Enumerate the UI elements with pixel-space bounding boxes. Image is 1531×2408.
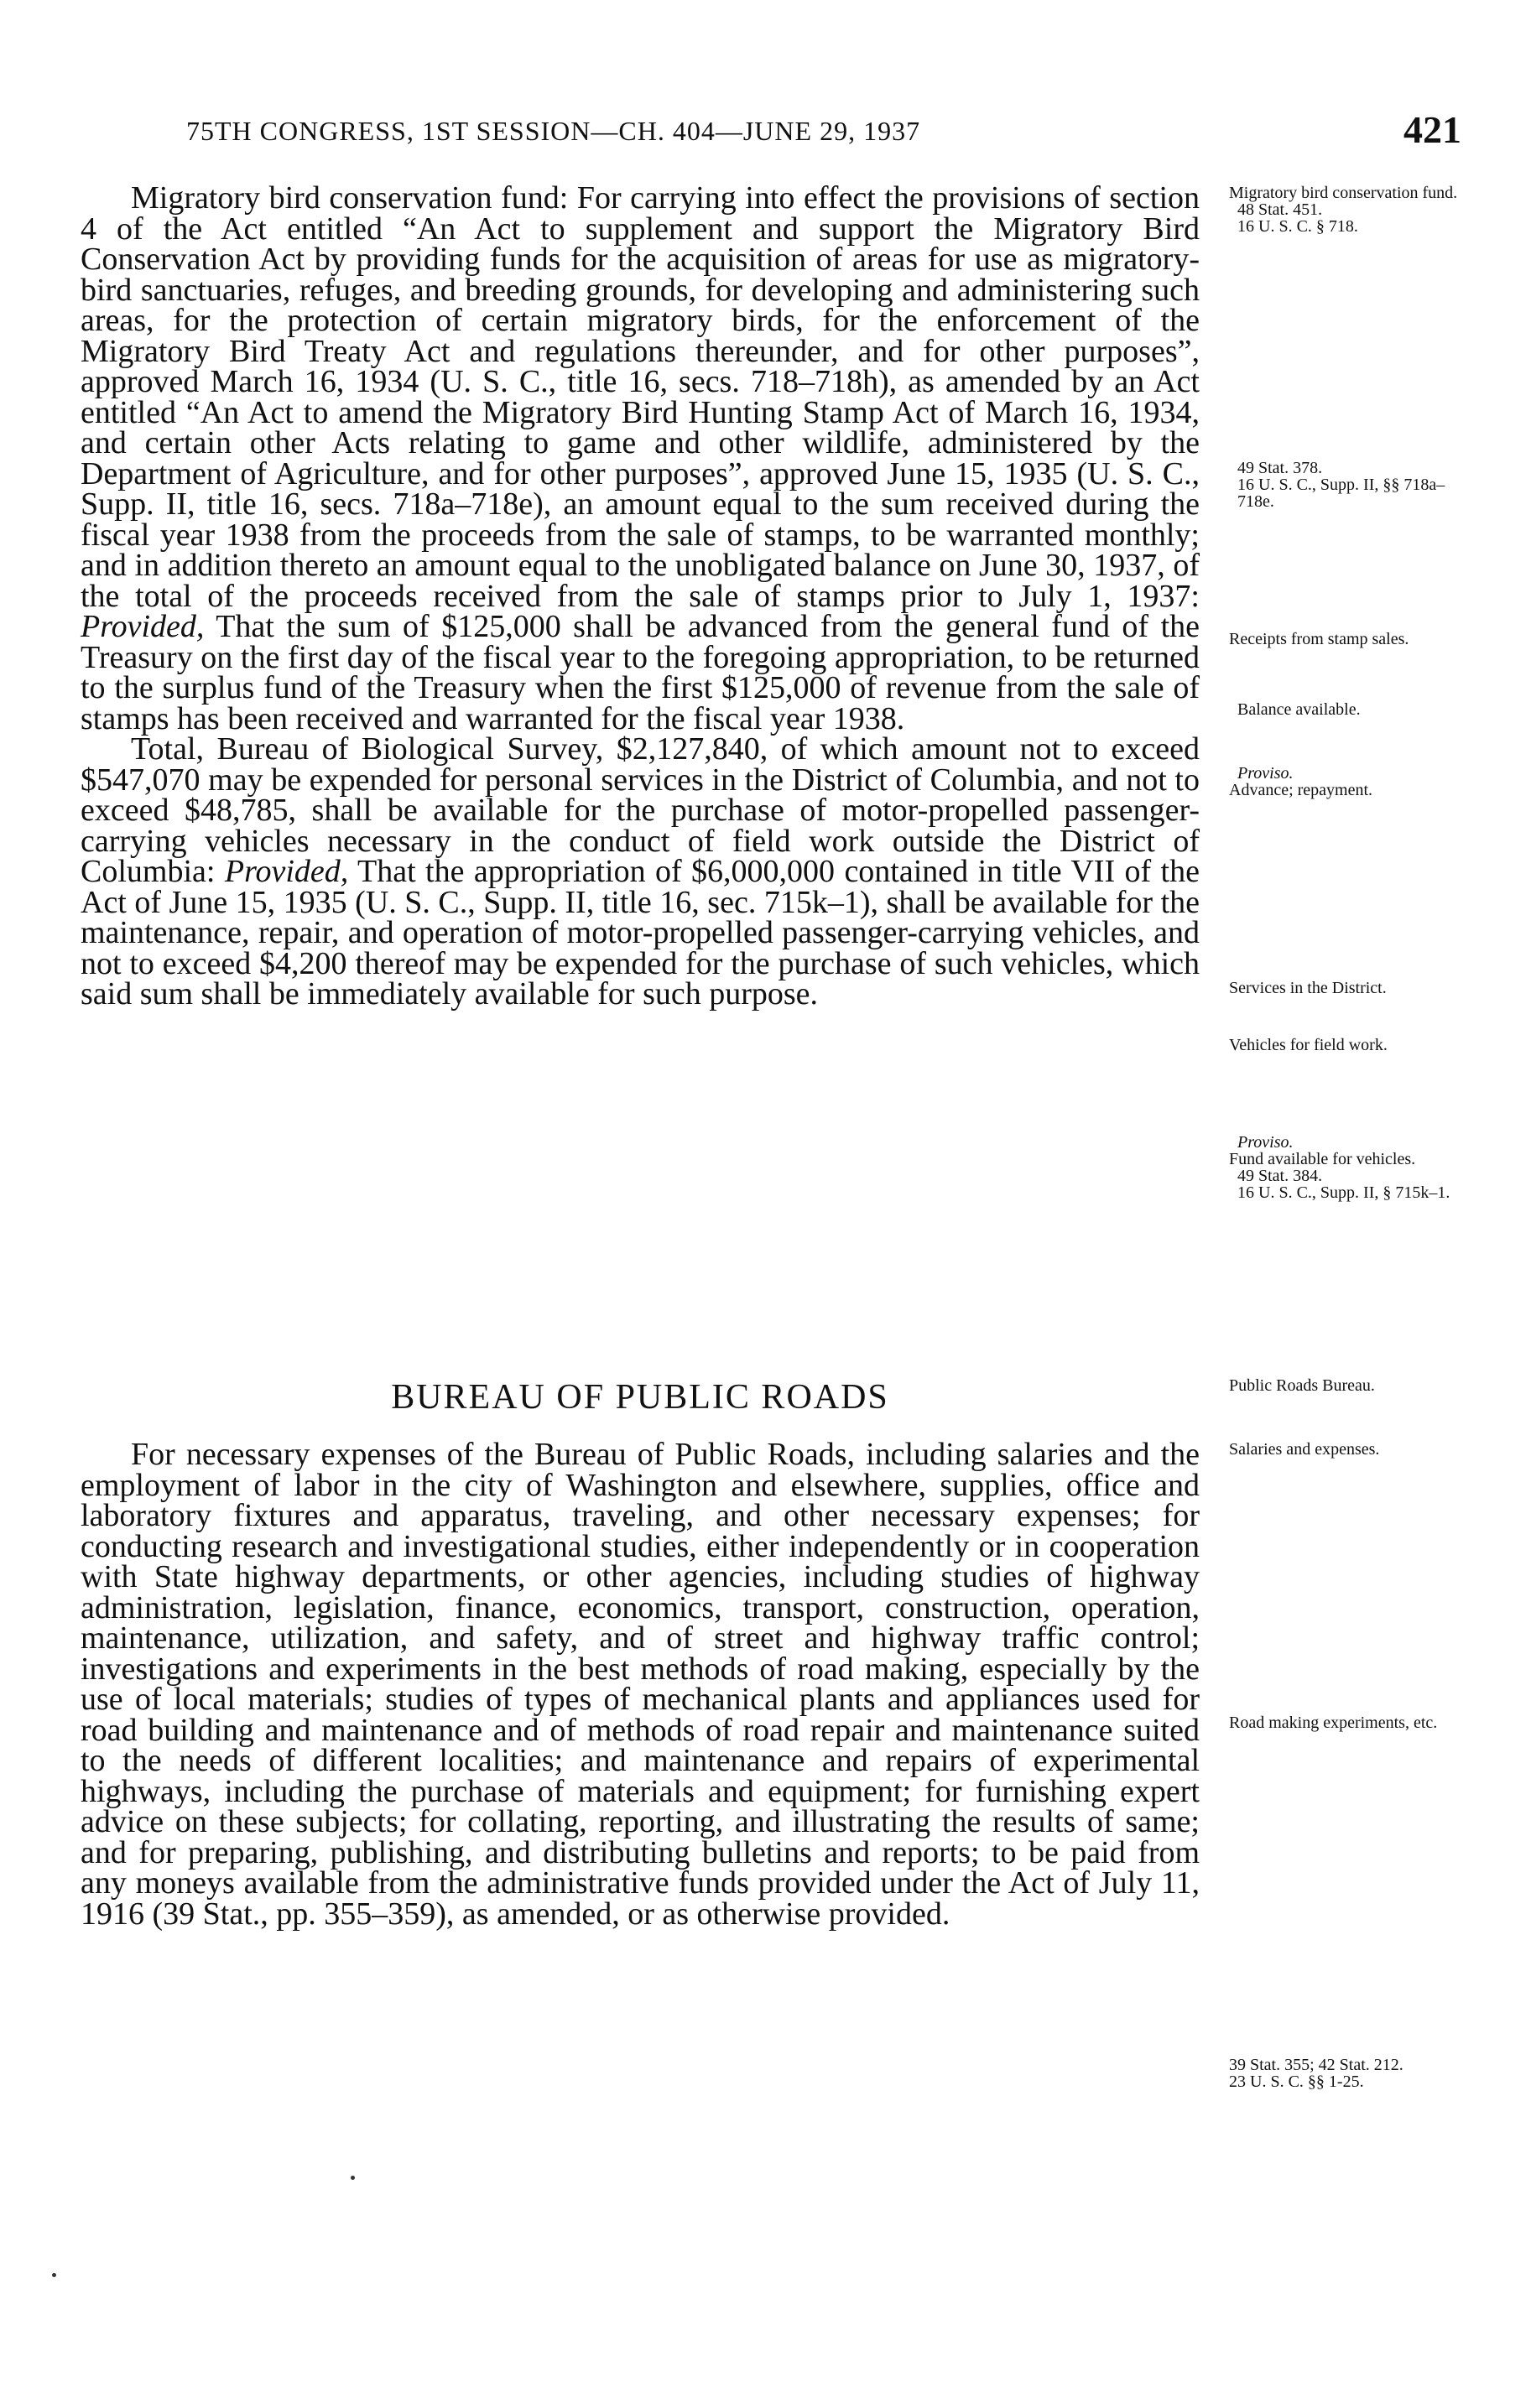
proviso-italic: Provided, <box>224 854 349 889</box>
margin-note-line: Proviso. <box>1237 1133 1294 1152</box>
body-text-section-1 <box>81 180 1200 1012</box>
paragraph-migratory-bird-fund <box>81 180 1200 736</box>
margin-note-line: Balance available. <box>1237 700 1361 719</box>
paragraph-public-roads: For necessary expenses of the Bureau of Public Roads, including salaries and the employment of labor in the city of Washington and elsewhere, supplies, office and laboratory fixtures and apparatus, traveling, and other necessary expenses; for conducting research and investigational studies, either independently or in cooperation with State highway departments, or other agencies, including studies of highway administration, legislation, finance, economics, transport, construction, operation, maintenance, utilization, and safety, and of street and highway traffic control; investigations and experiments in the best methods of road making, especially by the use of local materials; studies of types of mechanical plants and appliances used for road building and maintenance and of methods of road repair and maintenance suited to the needs of different localities; and maintenance and repairs of experimental highways, including the purchase of materials and equipment; for furnishing expert advice on these subjects; for collating, reporting, and illustrating the results of same; and for preparing, publishing, and distributing bulletins and reports; to be paid from any moneys available from the administrative funds provided under the Act of July 11, 1916 (39 Stat., pp. 355–359), as amended, or as otherwise provided. <box>81 1437 1200 1932</box>
margin-note-line: 49 Stat. 384. <box>1237 1167 1323 1185</box>
margin-note <box>1229 185 1464 235</box>
margin-note-line: Vehicles for field work. <box>1229 1036 1388 1054</box>
margin-note <box>1229 1714 1464 1731</box>
margin-note-line: Public Roads Bureau. <box>1229 1376 1375 1395</box>
margin-note-line: 16 U. S. C. § 718. <box>1237 217 1358 236</box>
paragraph-total-biological-survey <box>81 731 1200 1012</box>
margin-note <box>1229 1377 1464 1394</box>
margin-note-line: 16 U. S. C., Supp. II, § 715k–1. <box>1237 1183 1450 1202</box>
margin-note <box>1229 2057 1464 2090</box>
margin-note-line: 39 Stat. 355; 42 Stat. 212. <box>1229 2056 1403 2074</box>
page-header <box>186 107 1461 158</box>
paragraph-text: That the sum of $125,000 shall be advanced from the general fund of the Treasury on the first day of the fiscal year to the foregoing appropriation, to be returned to the surplus fund of the Treasury when the first $125,000 of revenue from the sale of stamps has been received and warranted for the fiscal year 1938. <box>81 609 1200 736</box>
margin-note <box>1229 1037 1464 1053</box>
paragraph-text: Total, Bureau of Biological Survey, $2,127,840, of which amount not to exceed $547,070 may be expended for personal services in the District of Columbia, and not to exceed $48,785, shall be available for the purchase of motor-propelled passenger-carrying vehicles necessary in the conduct of field work outside the District of Columbia: <box>81 731 1200 889</box>
margin-note-line: 16 U. S. C., Supp. II, §§ 718a–718e. <box>1237 476 1445 511</box>
margin-note-line: Advance; repayment. <box>1229 781 1373 799</box>
page-number: 421 <box>1403 108 1461 151</box>
margin-note <box>1229 460 1464 510</box>
margin-note-line: Fund available for vehicles. <box>1229 1150 1416 1168</box>
margin-note-line: Salaries and expenses. <box>1229 1440 1380 1459</box>
proviso-italic: Provided, <box>81 609 205 644</box>
margin-note <box>1229 1134 1464 1201</box>
speck-mark <box>351 2176 355 2180</box>
margin-note <box>1229 1441 1464 1458</box>
margin-note-line: 49 Stat. 378. <box>1237 459 1323 477</box>
margin-note-line: 48 Stat. 451. <box>1237 200 1323 219</box>
paragraph-text: That the appropriation of $6,000,000 contained in title VII of the Act of June 15, 1935 (U. S. C., Supp. II, title 16, sec. 715k–1), shall be available for the maintenance, repair, and operation of motor-propelled passenger-carrying vehicles, and not to exceed $4,200 thereof may be expended for the purchase of such vehicles, which said sum shall be immediately available for such purpose. <box>81 854 1200 1012</box>
margin-note <box>1229 701 1464 718</box>
margin-note-line: 23 U. S. C. §§ 1-25. <box>1229 2073 1364 2091</box>
section-heading: BUREAU OF PUBLIC ROADS <box>391 1378 889 1417</box>
running-head: 75TH CONGRESS, 1ST SESSION—CH. 404—JUNE 29, 1937 <box>186 116 921 146</box>
margin-note-line: Road making experiments, etc. <box>1229 1714 1438 1732</box>
margin-note-line: Receipts from stamp sales. <box>1229 630 1409 648</box>
margin-note <box>1229 765 1464 798</box>
margin-note <box>1229 631 1464 648</box>
margin-note <box>1229 980 1464 996</box>
speck-mark <box>52 2273 56 2277</box>
margin-note-line: Proviso. <box>1237 764 1294 783</box>
paragraph-text: Migratory bird conservation fund: For carrying into effect the provisions of section 4 of the Act entitled “An Act to supplement and support the Migratory Bird Conservation Act by providing funds for the acquisition of areas for use as migratory-bird sanctuaries, refuges, and breeding grounds, for developing and administering such areas, for the protection of certain migratory birds, for the enforcement of the Migratory Bird Treaty Act and regulations thereunder, and for other purposes”, approved March 16, 1934 (U. S. C., title 16, secs. 718–718h), as amended by an Act entitled “An Act to amend the Migratory Bird Hunting Stamp Act of March 16, 1934, and certain other Acts relating to game and other wildlife, administered by the Department of Agriculture, and for other purposes”, approved June 15, 1935 (U. S. C., Supp. II, title 16, secs. 718a–718e), an amount equal to the sum received during the fiscal year 1938 from the proceeds from the sale of stamps, to be warranted monthly; and in addition thereto an amount equal to the unobligated balance on June 30, 1937, of the total of the proceeds received from the sale of stamps prior to July 1, 1937: <box>81 180 1200 614</box>
body-text-section-2 <box>81 1437 1200 1932</box>
margin-note-line: Migratory bird conservation fund. <box>1229 184 1458 202</box>
margin-note-line: Services in the District. <box>1229 979 1387 997</box>
